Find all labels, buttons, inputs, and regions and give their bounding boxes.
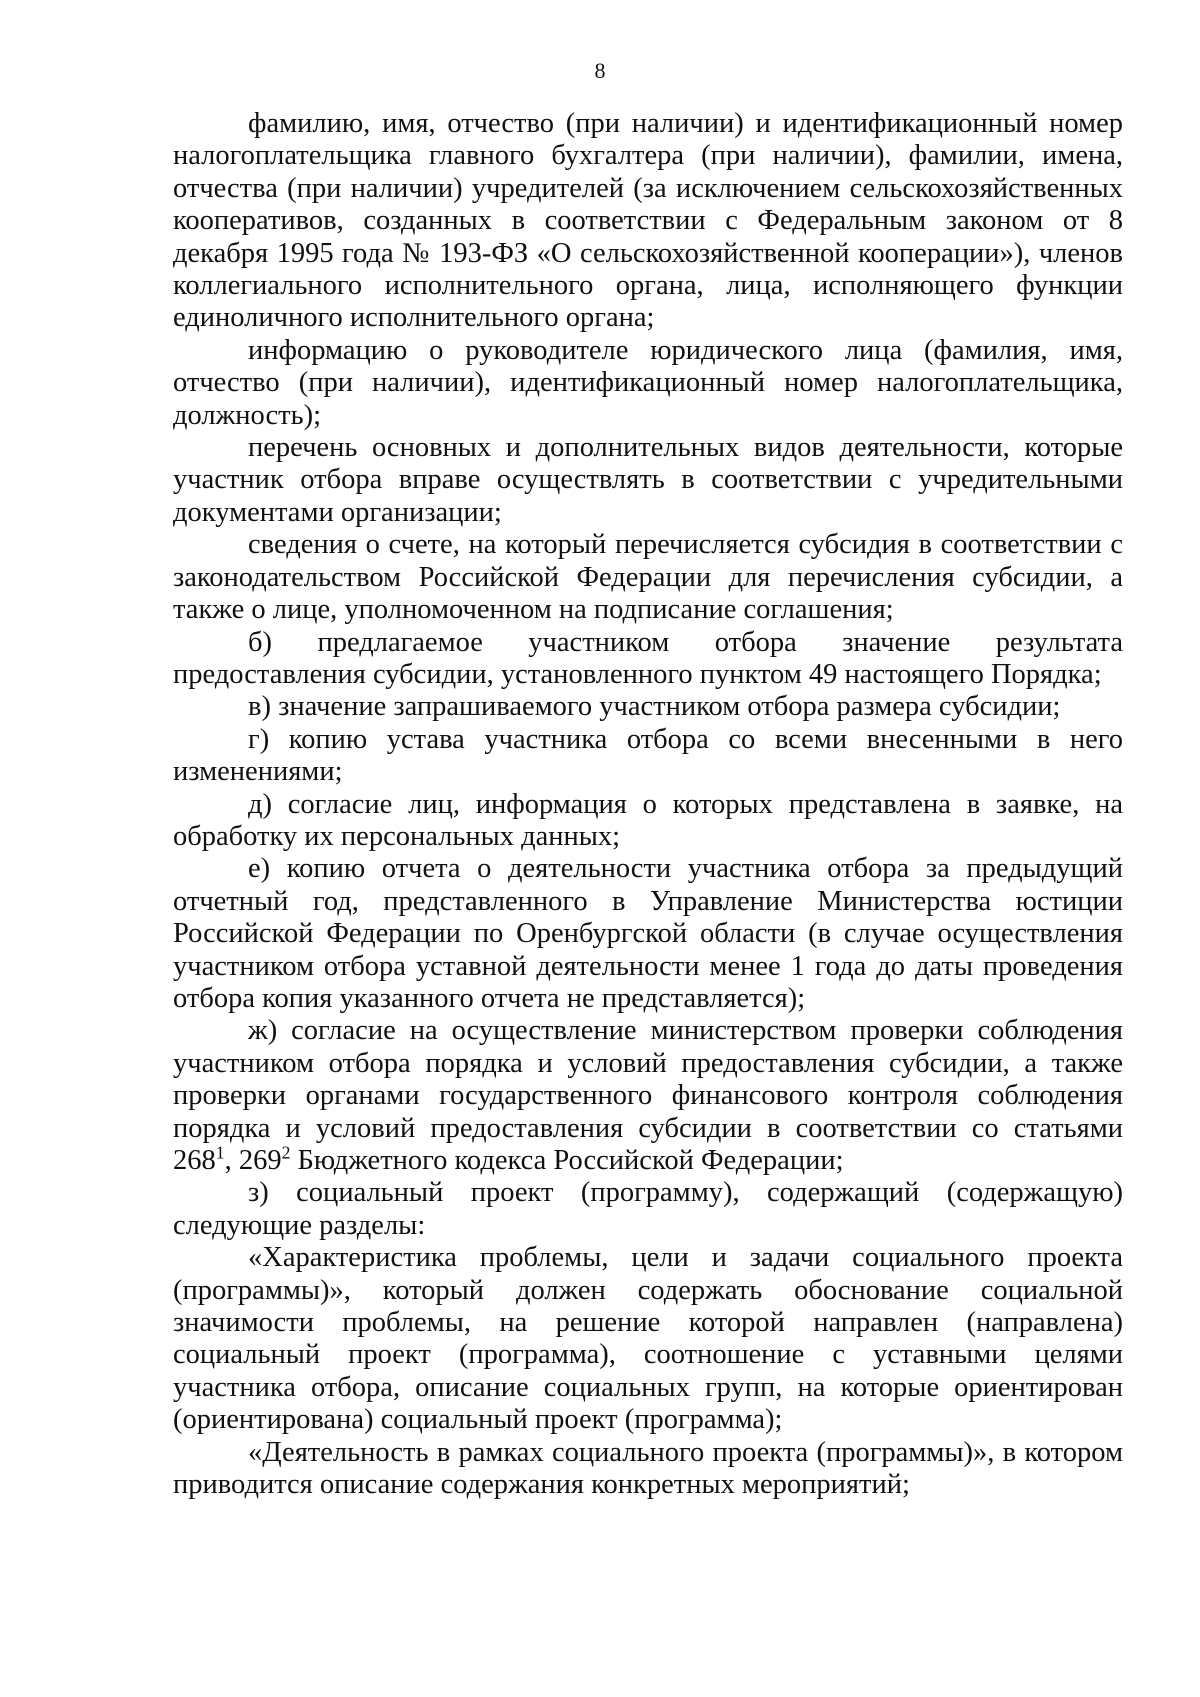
paragraph-item-d: д) согласие лиц, информация о которых представлена в заявке, на обработку их персональных данных; bbox=[173, 788, 1123, 852]
paragraph-item-b: б) предлагаемое участником отбора значение результата предоставления субсидии, установленного пунктом 49 настоящего Порядка; bbox=[173, 626, 1123, 690]
paragraph-item-e: е) копию отчета о деятельности участника отбора за предыдущий отчетный год, представленного в Управление Министерства юстиции Российской Федерации по Оренбургской области (в случае осуществления участником отбора уставной деятельности менее 1 года до даты проведения отбора копия указанного отчета не представляется); bbox=[173, 853, 1123, 1014]
article-ref-separator: , 269 bbox=[224, 1145, 282, 1176]
paragraph-item-g: г) копию устава участника отбора со всеми внесенными в него изменениями; bbox=[173, 723, 1123, 788]
page-number: 8 bbox=[594, 58, 606, 83]
paragraph-item-zh-text: ж) согласие на осуществление министерством проверки соблюдения участником отбора порядка и условий предоставления субсидии, а также проверки органами государственного финансового контроля соблюдения порядка и условий предоставления субсидии в соответствии со статьями 268 bbox=[173, 1015, 1123, 1176]
paragraph-activities-list: перечень основных и дополнительных видов деятельности, которые участник отбора вправе осуществлять в соответствии с учредительными документами организации; bbox=[173, 432, 1123, 528]
paragraph-item-zh bbox=[173, 1015, 1123, 1177]
paragraph-item-zh-tail: Бюджетного кодекса Российской Федерации; bbox=[290, 1145, 844, 1176]
superscript-2: 2 bbox=[281, 1142, 291, 1163]
paragraph-account-info: сведения о счете, на который перечисляется субсидия в соответствии с законодательством Российской Федерации для перечисления субсидии, а также о лице, уполномоченном на подписание соглашения; bbox=[173, 529, 1123, 626]
paragraph-item-v: в) значение запрашиваемого участником отбора размера субсидии; bbox=[248, 691, 1061, 723]
paragraph-section-problem: «Характеристика проблемы, цели и задачи социального проекта (программы)», который должен содержать обоснование социальной значимости проблемы, на решение которой направлен (направлена) социальный проект (программа), соотношение с уставными целями участника отбора, описание социальных групп, на которые ориентирован (ориентирована) социальный проект (программа); bbox=[173, 1242, 1123, 1436]
superscript-1: 1 bbox=[215, 1142, 225, 1163]
paragraph-section-activity: «Деятельность в рамках социального проекта (программы)», в котором приводится описание содержания конкретных мероприятий; bbox=[173, 1436, 1123, 1501]
paragraph-item-z: з) социальный проект (программу), содержащий (содержащую) следующие разделы: bbox=[173, 1177, 1123, 1241]
paragraph-head-info: информацию о руководителе юридического лица (фамилия, имя, отчество (при наличии), идентификационный номер налогоплательщика, должность); bbox=[173, 334, 1123, 431]
document-body bbox=[173, 108, 1123, 1501]
paragraph-founders-info: фамилию, имя, отчество (при наличии) и идентификационный номер налогоплательщика главного бухгалтера (при наличии), фамилии, имена, отчества (при наличии) учредителей (за исключением сельскохозяйственных кооперативов, созданных в соответствии с Федеральным законом от 8 декабря 1995 года № 193-ФЗ «О сельскохозяйственной кооперации»), членов коллегиального исполнительного органа, лица, исполняющего функции единоличного исполнительного органа; bbox=[173, 108, 1123, 334]
